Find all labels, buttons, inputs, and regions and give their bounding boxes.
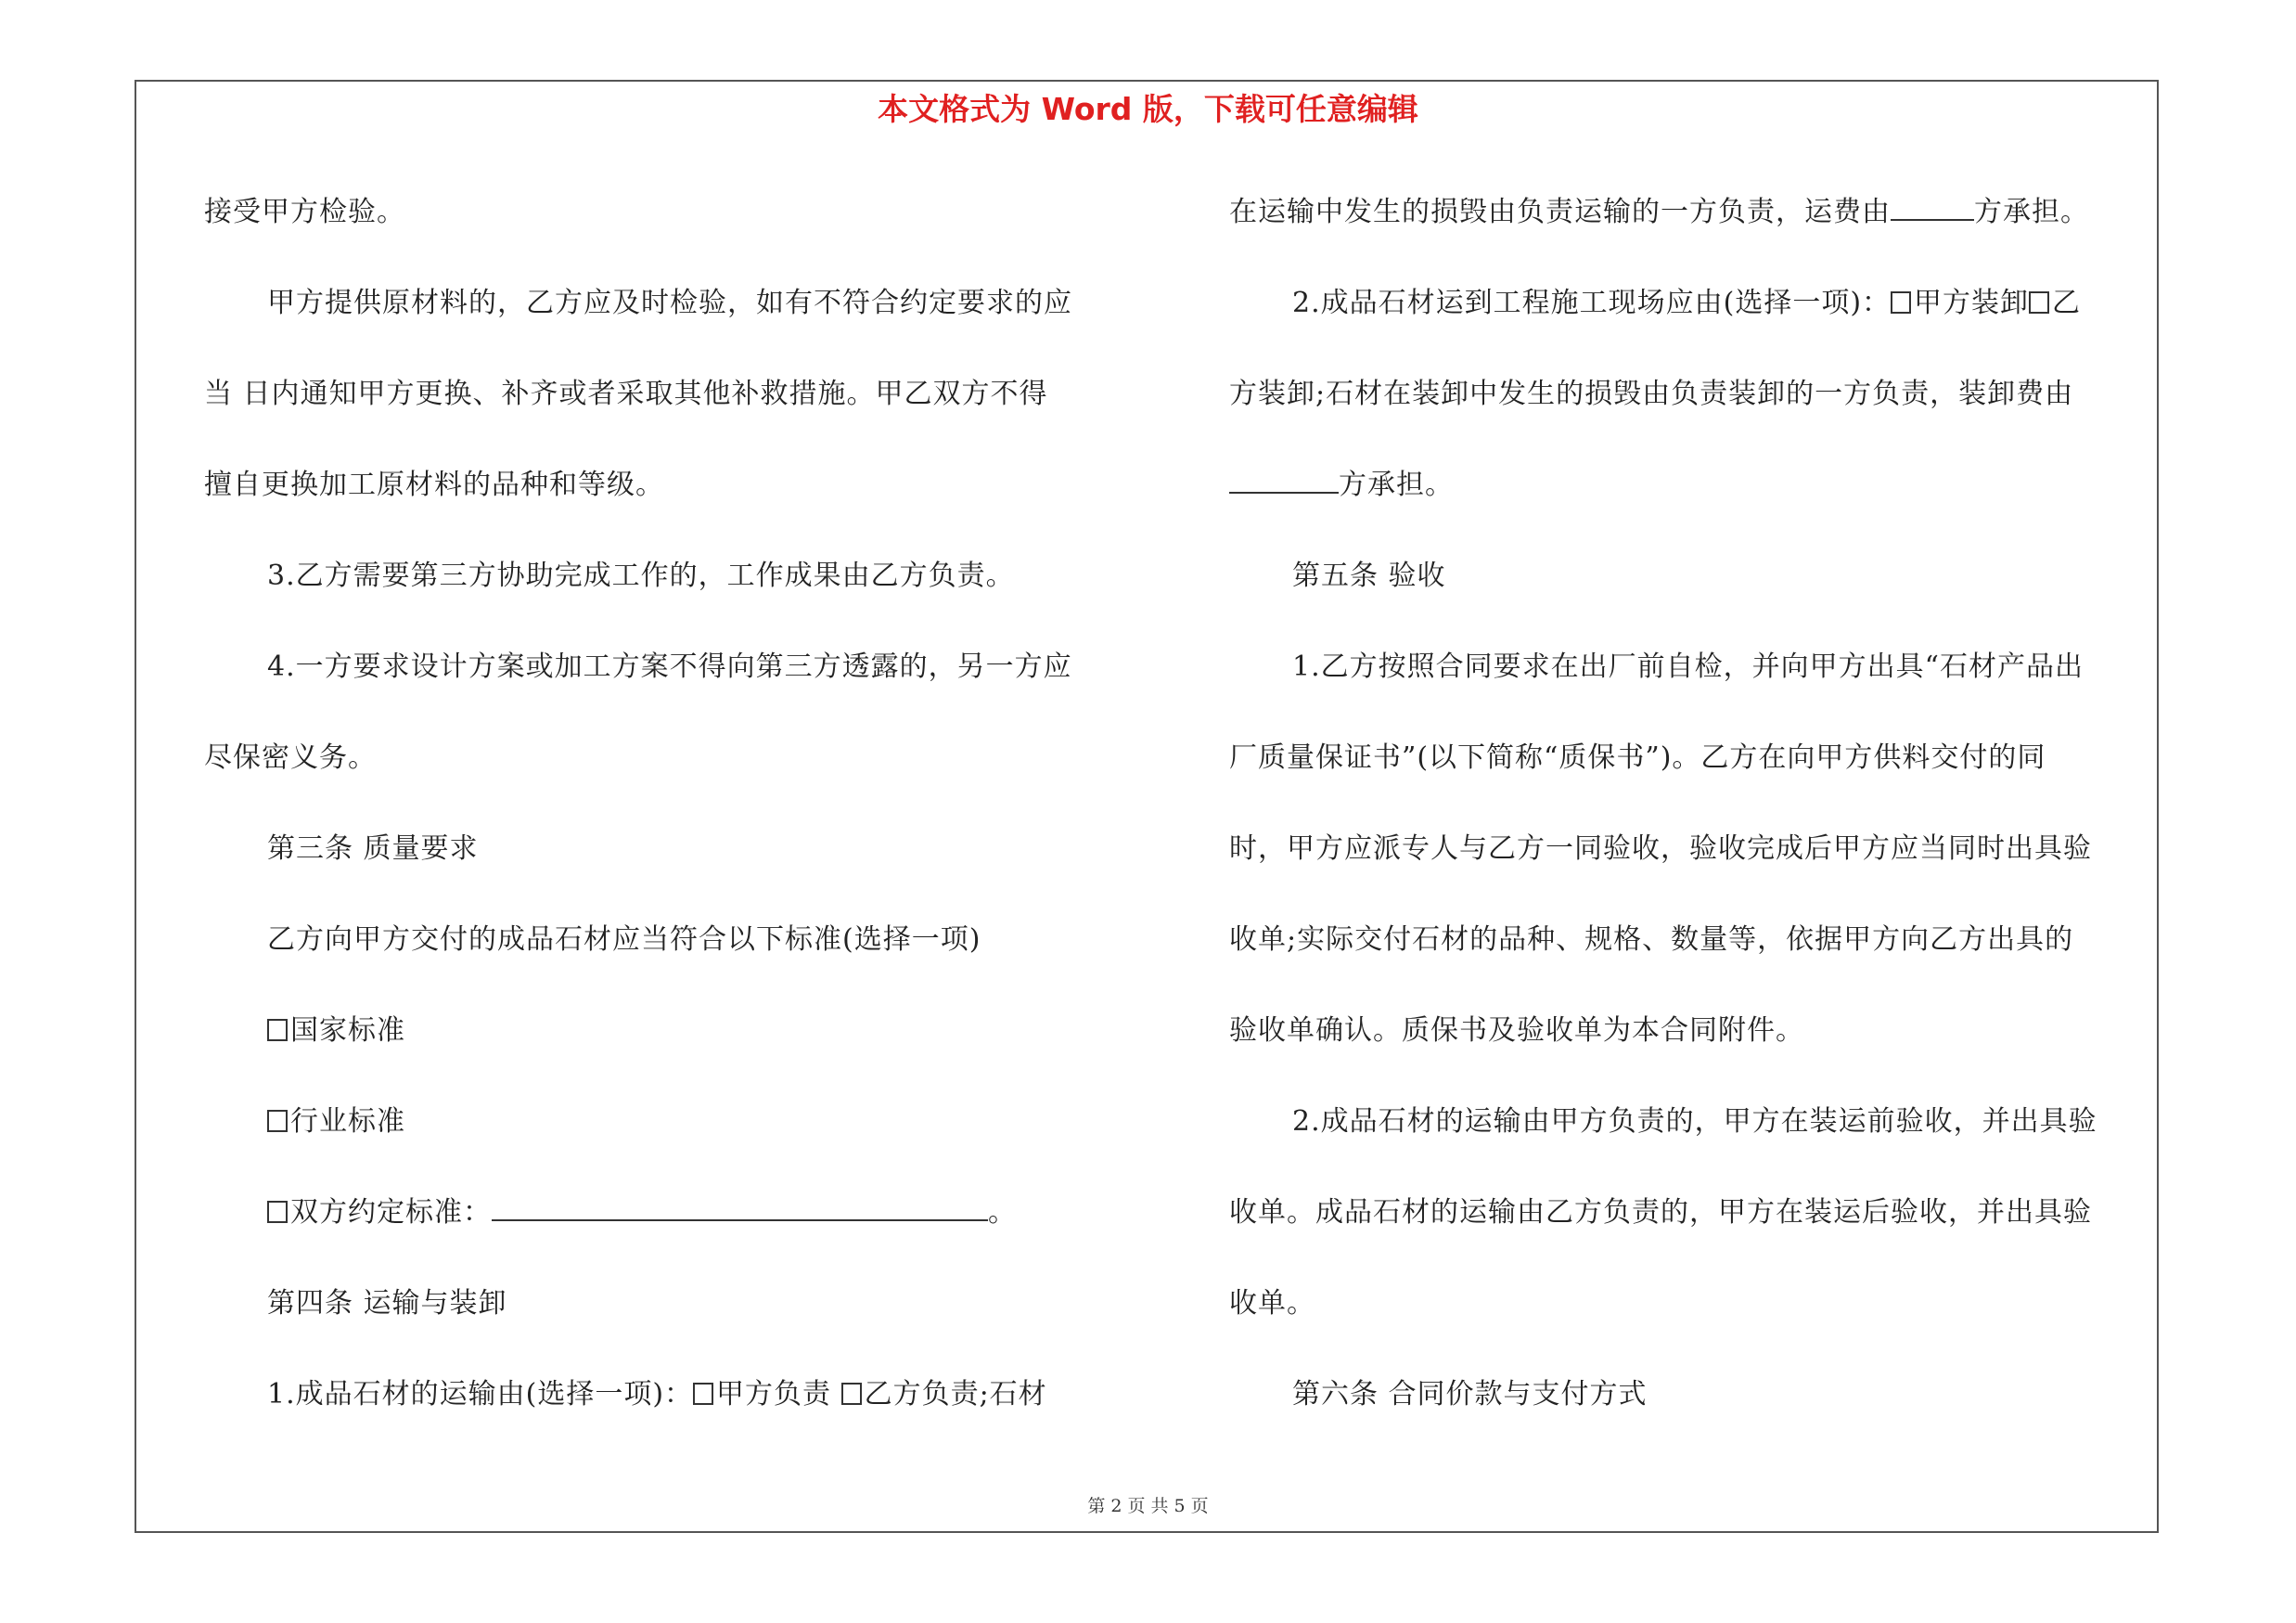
checkbox-party-a-unload[interactable] <box>1891 291 1911 314</box>
option-industry-standard <box>204 1095 1132 1186</box>
paragraph-line: 乙方向甲方交付的成品石材应当符合以下标准(选择一项) <box>267 923 981 956</box>
fill-blank-freight[interactable] <box>1891 191 1974 221</box>
section-heading: 第六条 合同价款与支付方式 <box>1292 1378 1648 1410</box>
checkbox-party-b-transport[interactable] <box>841 1383 862 1405</box>
paragraph-line: 3.乙方需要第三方协助完成工作的，工作成果由乙方负责。 <box>267 560 1015 592</box>
choice-prompt: 1.成品石材的运输由(选择一项)： <box>267 1378 694 1410</box>
choice-prompt: 2.成品石材运到工程施工现场应由(选择一项)： <box>1292 287 1892 319</box>
section-heading: 第四条 运输与装卸 <box>267 1287 507 1320</box>
option-label: 甲方装卸 <box>1914 287 2030 319</box>
option-label: 乙 <box>2052 287 2082 319</box>
option-national-standard <box>204 1004 1132 1095</box>
unloading-choice-line <box>1229 277 2157 367</box>
paragraph-line: 时，甲方应派专人与乙方一同验收，验收完成后甲方应当同时出具验 <box>1229 832 2092 865</box>
paragraph-line: 收单。 <box>1229 1287 1315 1320</box>
left-column <box>204 186 1132 1459</box>
checkbox-agreed-standard[interactable] <box>267 1201 288 1223</box>
paragraph-line: 方装卸;石材在装卸中发生的损毁由负责装卸的一方负责，装卸费由 <box>1229 378 2074 410</box>
option-label: 甲方负责 <box>716 1378 841 1410</box>
editable-banner: 本文格式为 Word 版，下载可任意编辑 <box>878 91 1418 127</box>
fill-blank-agreed-standard[interactable] <box>492 1191 988 1221</box>
text-run: 方承担。 <box>1974 196 2089 228</box>
checkbox-national-standard[interactable] <box>267 1019 288 1041</box>
fill-blank-unloading-fee[interactable] <box>1229 464 1339 494</box>
transport-choice-line <box>204 1368 1132 1459</box>
paragraph-line: 接受甲方检验。 <box>204 196 405 228</box>
line-end: 。 <box>988 1196 1017 1229</box>
paragraph-line: 1.乙方按照合同要求在出厂前自检，并向甲方出具“石材产品出 <box>1292 650 2084 683</box>
text-run: 方承担。 <box>1339 469 1454 501</box>
right-column <box>1229 186 2157 1459</box>
paragraph-line <box>1229 186 2157 277</box>
checkbox-industry-standard[interactable] <box>267 1110 288 1132</box>
text-run: 在运输中发生的损毁由负责运输的一方负责，运费由 <box>1229 196 1891 228</box>
paragraph-line <box>1229 458 2157 549</box>
paragraph-line: 尽保密义务。 <box>204 741 377 774</box>
option-label: 行业标准 <box>290 1105 405 1138</box>
paragraph-line: 当 日内通知甲方更换、补齐或者采取其他补救措施。甲乙双方不得 <box>204 378 1048 410</box>
option-agreed-standard <box>204 1186 1132 1277</box>
section-heading: 第五条 验收 <box>1292 560 1446 592</box>
option-label: 乙方负责;石材 <box>864 1378 1047 1410</box>
paragraph-line: 2.成品石材的运输由甲方负责的，甲方在装运前验收，并出具验 <box>1292 1105 2097 1138</box>
checkbox-party-b-unload[interactable] <box>2029 291 2049 314</box>
paragraph-line: 验收单确认。质保书及验收单为本合同附件。 <box>1229 1014 1804 1047</box>
page-number: 第 2 页 共 5 页 <box>1087 1496 1209 1516</box>
paragraph-line: 厂质量保证书”(以下简称“质保书”)。乙方在向甲方供料交付的同 <box>1229 741 2046 774</box>
paragraph-line: 4.一方要求设计方案或加工方案不得向第三方透露的，另一方应 <box>267 650 1072 683</box>
checkbox-party-a-transport[interactable] <box>693 1383 713 1405</box>
option-label: 双方约定标准： <box>290 1196 492 1229</box>
option-label: 国家标准 <box>290 1014 405 1047</box>
paragraph-line: 甲方提供原材料的，乙方应及时检验，如有不符合约定要求的应 <box>267 287 1072 319</box>
paragraph-line: 擅自更换加工原材料的品种和等级。 <box>204 469 664 501</box>
paragraph-line: 收单。成品石材的运输由乙方负责的，甲方在装运后验收，并出具验 <box>1229 1196 2092 1229</box>
paragraph-line: 收单;实际交付石材的品种、规格、数量等，依据甲方向乙方出具的 <box>1229 923 2074 956</box>
section-heading: 第三条 质量要求 <box>267 832 479 865</box>
